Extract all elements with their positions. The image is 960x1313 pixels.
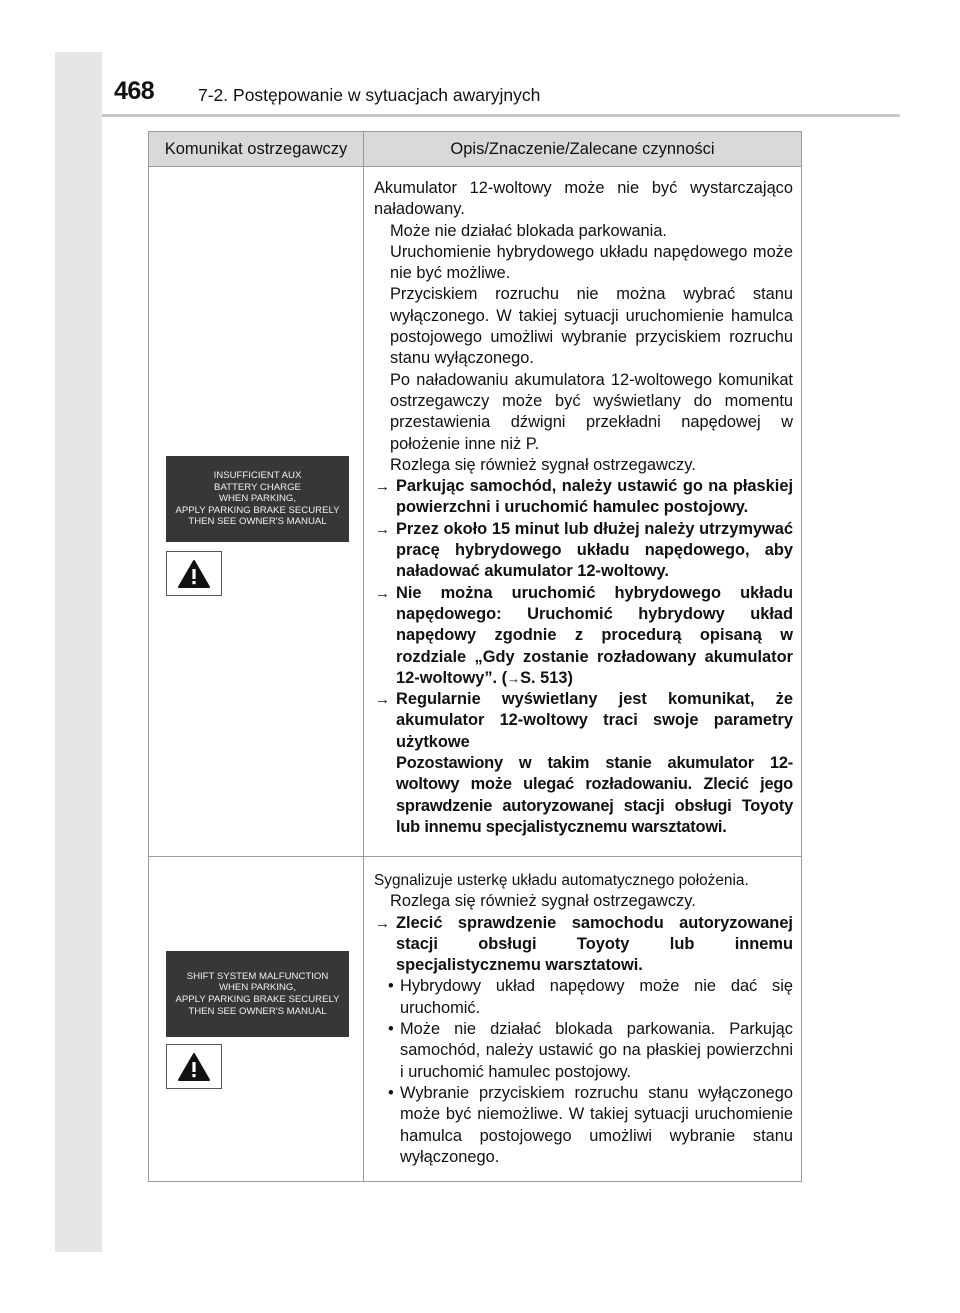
description-line: Rozlega się również sygnał ostrzegawczy.	[390, 892, 696, 911]
warning-triangle-icon	[166, 1044, 222, 1089]
description-lead: Sygnalizuje usterkę układu automatycznego położenia.	[374, 872, 749, 889]
action-subtext: Pozostawiony w takim stanie akumulator 12-woltowy może ulegać rozładowaniu. Zlecić jego sprawdzenie autoryzowanej stacji obsługi Toyoty lub innemu specjalistycznemu warsztatowi.	[396, 754, 793, 836]
col-header-description: Opis/Znaczenie/Zalecane czynności	[364, 132, 802, 167]
message-cell	[149, 857, 364, 1182]
message-cell	[149, 167, 364, 857]
bullet-icon: •	[388, 1020, 394, 1039]
page-ref-arrow-icon: →	[507, 670, 521, 686]
arrow-icon: →	[375, 584, 390, 602]
action-item: → Zlecić sprawdzenie samochodu autoryzowanej stacji obsługi Toyoty lub innemu specjalistycznemu warsztatowi.	[375, 913, 793, 975]
page-number: 468	[114, 77, 155, 105]
arrow-icon: →	[375, 914, 390, 932]
bullet-item: • Wybranie przyciskiem rozruchu stanu wyłączonego może być niemożliwe. W takiej sytuacji uruchomienie hamulca postojowego umożliwi wybranie stanu wyłączonego.	[388, 1083, 793, 1166]
side-strip	[55, 52, 102, 1252]
table-row	[149, 857, 802, 1182]
arrow-icon: →	[375, 478, 390, 496]
bullet-item: • Może nie działać blokada parkowania. Parkując samochód, należy ustawić go na płaskiej powierzchni i uruchomić hamulec postojowy.	[388, 1020, 793, 1081]
bullet-icon: •	[388, 1083, 394, 1102]
chapter-title: 7-2. Postępowanie w sytuacjach awaryjnych	[198, 85, 541, 105]
description-lead: Akumulator 12-woltowy może nie być wystarczająco naładowany.	[374, 179, 793, 219]
description-cell	[364, 167, 802, 857]
bullet-item: • Hybrydowy układ napędowy może nie dać się uruchomić.	[388, 977, 793, 1017]
display-message-image: SHIFT SYSTEM MALFUNCTION WHEN PARKING, APPLY PARKING BRAKE SECURELY THEN SEE OWNER'S MANUAL	[166, 951, 349, 1037]
table-header-row	[149, 132, 802, 167]
action-item: → Parkując samochód, należy ustawić go na płaskiej powierzchni i uruchomić hamulec postojowy.	[375, 477, 793, 517]
description-line: Uruchomienie hybrydowego układu napędowego może nie być możliwe.	[390, 242, 793, 283]
action-item: → Przez około 15 minut lub dłużej należy utrzymywać pracę hybrydowego układu napędowego, aby naładować akumulator 12-woltowy.	[375, 519, 793, 581]
action-item: → Regularnie wyświetlany jest komunikat, że akumulator 12-woltowy traci swoje parametry użytkowe	[375, 690, 793, 751]
warning-table	[148, 131, 802, 1182]
arrow-icon: →	[375, 691, 390, 709]
description-line: Może nie działać blokada parkowania.	[390, 221, 667, 240]
page-header	[102, 52, 900, 117]
description-cell	[364, 857, 802, 1182]
action-item: → Nie można uruchomić hybrydowego układu napędowego: Uruchomić hybrydowy układ napędowy zgodnie z procedurą opisaną w rozdziale „Gdy zostanie rozładowany akumulator 12-woltowy”. (→S. 513)	[375, 583, 793, 687]
warning-triangle-icon	[166, 551, 222, 596]
description-line: Po naładowaniu akumulatora 12-woltowego komunikat ostrzegawczy może być wyświetlany do momentu przestawienia dźwigni przekładni napędowej w położenie inne niż P.	[390, 370, 793, 453]
display-message-image: INSUFFICIENT AUX BATTERY CHARGE WHEN PARKING, APPLY PARKING BRAKE SECURELY THEN SEE OWNER'S MANUAL	[166, 456, 349, 542]
bullet-icon: •	[388, 977, 394, 996]
arrow-icon: →	[375, 520, 390, 538]
table-row	[149, 167, 802, 857]
page-reference: S. 513)	[520, 668, 573, 687]
col-header-message: Komunikat ostrzegawczy	[149, 132, 364, 167]
description-line: Przyciskiem rozruchu nie można wybrać stanu wyłączonego. W takiej sytuacji uruchomienie hamulca postojowego umożliwi wybranie przyciskiem rozruchu stanu wyłączonego.	[390, 285, 793, 368]
description-line: Rozlega się również sygnał ostrzegawczy.	[390, 455, 696, 474]
